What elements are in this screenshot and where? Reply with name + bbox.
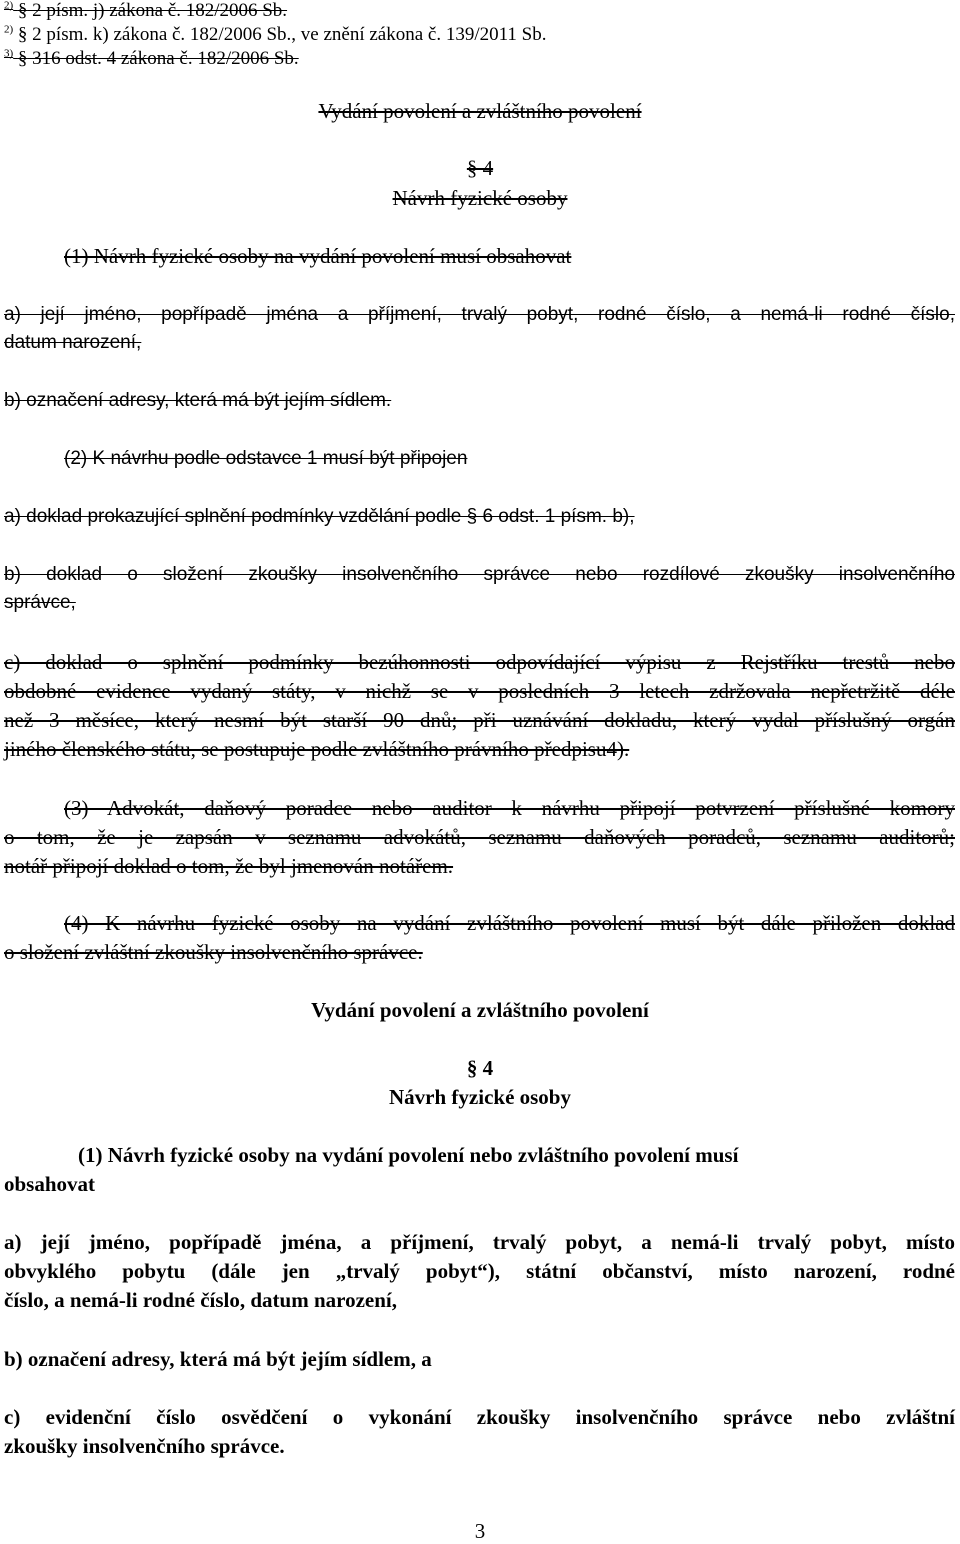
footnote-3 [4,48,299,70]
footnote-text: 2 písm. j) zákona č. 182/2006 Sb. [27,0,288,21]
old-paragraph-number: § 4 [466,156,494,180]
old-paragraph-title: Návrh fyzické osoby [392,186,568,210]
new-p1-line2: obsahovat [4,1172,96,1196]
old-p2-c-line2: obdobné evidence vydaný státy, v nichž se v posledních 3 letech zdržovala nepřetržitě déle [4,679,955,703]
new-c-line2: zkoušky insolvenčního správce. [4,1434,285,1458]
section-sign-icon: § [17,24,28,45]
new-paragraph-number: § 4 [466,1056,494,1080]
new-p1-line1: (1) Návrh fyzické osoby na vydání povolení nebo zvláštního povolení musí [78,1143,739,1167]
old-p2-a: a) doklad prokazující splnění podmínky vzdělání podle § 6 odst. 1 písm. b), [4,506,635,527]
page-number: 3 [474,1519,486,1543]
new-section-heading: Vydání povolení a zvláštního povolení [311,998,649,1022]
old-p2-c-line4: jiného členského státu, se postupuje podle zvláštního právního předpisu4). [4,737,630,761]
old-p2-b-line1: b) doklad o složení zkoušky insolvenčního správce nebo rozdílové zkoušky insolvenčního [4,564,955,585]
old-p2-intro: (2) K návrhu podle odstavce 1 musí být připojen [64,448,468,469]
old-p1-b: b) označení adresy, která má být jejím sídlem. [4,390,392,411]
old-p4-line1: (4) K návrhu fyzické osoby na vydání zvláštního povolení musí být dále přiložen doklad [64,911,955,935]
section-sign-icon: § [17,0,28,21]
new-paragraph-title: Návrh fyzické osoby [389,1085,571,1109]
new-b-line: b) označení adresy, která má být jejím sídlem, a [4,1347,432,1371]
footnote-text: 2 písm. k) zákona č. 182/2006 Sb., ve znění zákona č. 139/2011 Sb. [27,24,547,45]
new-a-line2: obvyklého pobytu (dále jen „trvalý pobyt“), státní občanství, místo narození, rodné [4,1259,955,1283]
old-section-heading: Vydání povolení a zvláštního povolení [318,99,642,123]
section-sign-icon: § [17,48,28,69]
footnote-marker: 3) [4,47,14,60]
old-p2-c-line1: c) doklad o splnění podmínky bezúhonnosti odpovídající výpisu z Rejstříku trestů nebo [4,650,955,674]
new-a-line1: a) její jméno, popřípadě jména, a příjmení, trvalý pobyt, a nemá-li trvalý pobyt, místo [4,1230,955,1254]
old-p3-line3: notář připojí doklad o tom, že byl jmenován notářem. [4,854,454,878]
old-p3-line1: (3) Advokát, daňový poradce nebo auditor k návrhu připojí potvrzení příslušné komory [64,796,955,820]
footnote-2 [4,24,546,46]
footnote-1 [4,0,287,22]
new-a-line3: číslo, a nemá-li rodné číslo, datum narození, [4,1288,397,1312]
old-p3-line2: o tom, že je zapsán v seznamu advokátů, seznamu daňových poradců, seznamu auditorů; [4,825,955,849]
footnote-text: 316 odst. 4 zákona č. 182/2006 Sb. [27,48,299,69]
old-p2-b-line2: správce, [4,592,76,613]
old-p1-a-line1: a) její jméno, popřípadě jména a příjmení, trvalý pobyt, rodné číslo, a nemá-li rodné číslo, [4,304,955,325]
old-p1-intro: (1) Návrh fyzické osoby na vydání povolení musí obsahovat [64,244,572,268]
old-p1-a-line2: datum narození, [4,332,142,353]
footnote-marker: 2) [4,0,14,12]
old-p4-line2: o složení zvláštní zkoušky insolvenčního správce. [4,940,423,964]
new-c-line1: c) evidenční číslo osvědčení o vykonání zkoušky insolvenčního správce nebo zvláštní [4,1405,955,1429]
footnote-marker: 2) [4,23,14,36]
old-p2-c-line3: než 3 měsíce, který nesmí být starší 90 dnů; při uznávání dokladu, který vydal příslušný orgán [4,708,955,732]
